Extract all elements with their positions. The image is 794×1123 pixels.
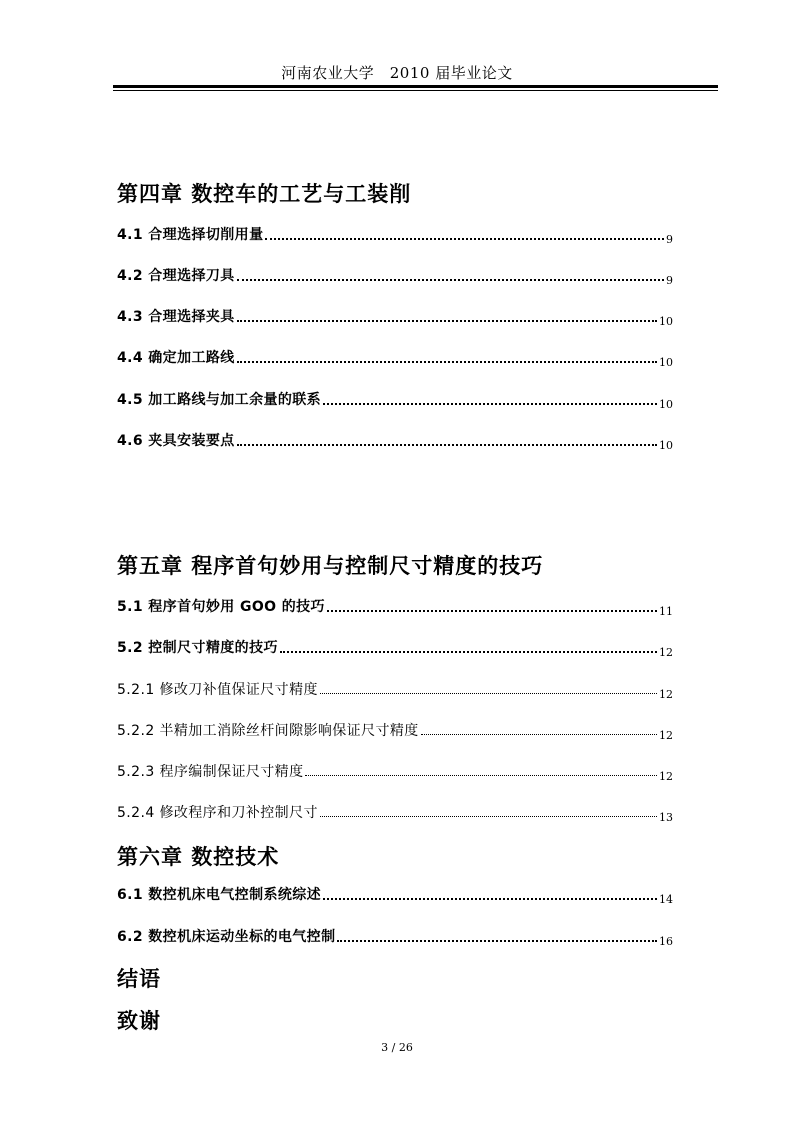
toc-page-number: 12: [659, 770, 673, 783]
toc-page-number: 10: [659, 398, 673, 411]
toc-entry-6-1[interactable]: [117, 882, 673, 904]
dot-leader: [237, 361, 657, 363]
dot-leader: [237, 444, 657, 446]
toc-entry-label: 5.2.2 半精加工消除丝杆间隙影响保证尺寸精度: [117, 723, 419, 739]
acknowledgement-heading[interactable]: 致谢: [117, 1009, 161, 1033]
dot-leader: [320, 693, 657, 694]
toc-entry-5-2-4[interactable]: [117, 800, 673, 822]
toc-page-number: 9: [666, 274, 673, 287]
toc-entry-label: 5.1 程序首句妙用 GOO 的技巧: [117, 599, 325, 615]
toc-page-number: 9: [666, 233, 673, 246]
chapter-5-heading: 第五章 程序首句妙用与控制尺寸精度的技巧: [117, 554, 544, 578]
toc-page-number: 12: [659, 729, 673, 742]
toc-entry-4-3[interactable]: [117, 304, 673, 326]
toc-entry-5-2-2[interactable]: [117, 718, 673, 740]
toc-entry-6-2[interactable]: [117, 924, 673, 946]
toc-entry-label: 5.2.1 修改刀补值保证尺寸精度: [117, 682, 318, 698]
toc-entry-5-2-3[interactable]: [117, 759, 673, 781]
toc-page-number: 10: [659, 356, 673, 369]
toc-entry-label: 4.2 合理选择刀具: [117, 268, 235, 284]
toc-page-number: 10: [659, 315, 673, 328]
header-rule-thin: [113, 90, 718, 91]
toc-entry-5-1[interactable]: [117, 594, 673, 616]
toc-entry-label: 5.2.3 程序编制保证尺寸精度: [117, 764, 304, 780]
toc-entry-4-6[interactable]: [117, 428, 673, 450]
toc-entry-label: 4.1 合理选择切削用量: [117, 227, 264, 243]
dot-leader: [320, 816, 657, 817]
toc-page-number: 12: [659, 688, 673, 701]
toc-entry-label: 5.2.4 修改程序和刀补控制尺寸: [117, 805, 318, 821]
dot-leader: [265, 238, 664, 240]
dot-leader: [327, 610, 657, 612]
toc-entry-label: 5.2 控制尺寸精度的技巧: [117, 640, 278, 656]
toc-entry-4-4[interactable]: [117, 345, 673, 367]
toc-entry-4-5[interactable]: [117, 387, 673, 409]
toc-entry-label: 4.3 合理选择夹具: [117, 309, 235, 325]
toc-entry-4-1[interactable]: [117, 222, 673, 244]
page-number: 3 / 26: [381, 1041, 413, 1054]
dot-leader: [237, 279, 664, 281]
dot-leader: [421, 734, 657, 735]
toc-entry-label: 4.4 确定加工路线: [117, 350, 235, 366]
dot-leader: [280, 651, 657, 653]
toc-entry-label: 6.2 数控机床运动坐标的电气控制: [117, 929, 336, 945]
toc-page-number: 13: [659, 811, 673, 824]
header-rule-thick: [113, 85, 718, 88]
dot-leader: [337, 940, 657, 942]
toc-entry-5-2[interactable]: [117, 635, 673, 657]
dot-leader: [323, 898, 657, 900]
toc-entry-4-2[interactable]: [117, 263, 673, 285]
toc-entry-5-2-1[interactable]: [117, 677, 673, 699]
dot-leader: [323, 403, 657, 405]
running-header: 河南农业大学 2010 届毕业论文: [281, 64, 513, 82]
toc-page-number: 16: [659, 935, 673, 948]
dot-leader: [237, 320, 657, 322]
conclusion-heading[interactable]: 结语: [117, 967, 161, 991]
chapter-4-heading: 第四章 数控车的工艺与工装削: [117, 182, 412, 206]
chapter-6-heading: 第六章 数控技术: [117, 845, 280, 869]
toc-page-number: 12: [659, 646, 673, 659]
toc-page-number: 10: [659, 439, 673, 452]
toc-page-number: 11: [659, 605, 673, 618]
toc-entry-label: 4.5 加工路线与加工余量的联系: [117, 392, 322, 408]
toc-entry-label: 4.6 夹具安装要点: [117, 433, 235, 449]
toc-entry-label: 6.1 数控机床电气控制系统综述: [117, 887, 322, 903]
toc-page-number: 14: [659, 893, 673, 906]
dot-leader: [305, 775, 657, 776]
